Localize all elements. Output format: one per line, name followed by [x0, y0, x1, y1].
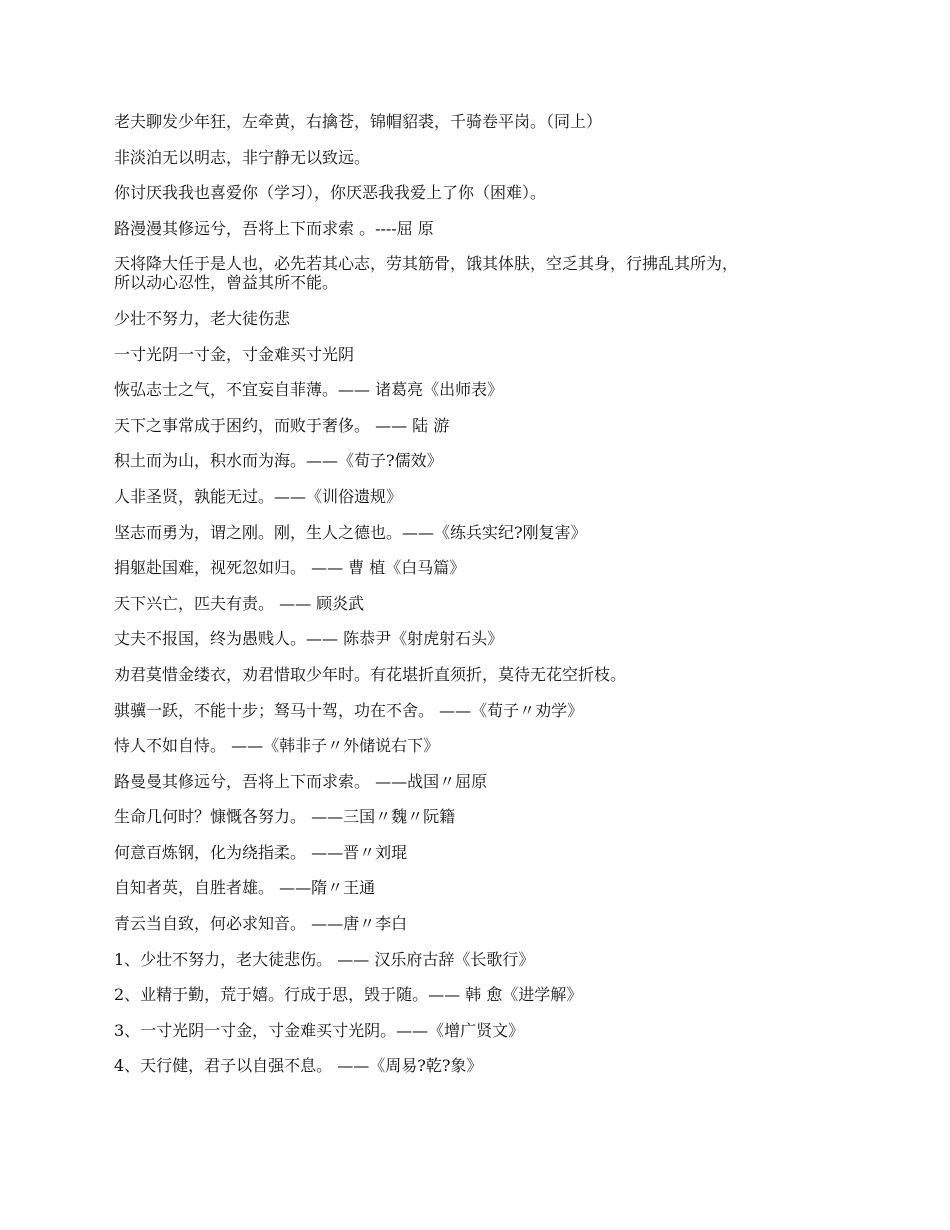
quote-line: 坚志而勇为，谓之刚。刚，生人之德也。——《练兵实纪?刚复害》	[114, 522, 587, 542]
quote-line: 丈夫不报国，终为愚贱人。—— 陈恭尹《射虎射石头》	[114, 629, 504, 649]
quote-line: 少壮不努力，老大徒伤悲	[114, 308, 291, 328]
quote-line: 3、一寸光阴一寸金，寸金难买寸光阴。——《增广贤文》	[114, 1020, 525, 1040]
quote-line: 何意百炼钢，化为绕指柔。 ——晋〃刘琨	[114, 842, 408, 862]
quote-line: 天将降大任于是人也，必先若其心志，劳其筋骨，饿其体肤，空乏其身，行拂乱其所为， 所以动心忍性，曾益其所不能。	[114, 254, 739, 293]
quote-line: 非淡泊无以明志，非宁静无以致远。	[114, 147, 371, 167]
quote-line: 恃人不如自恃。 ——《韩非子〃外储说右下》	[114, 736, 440, 756]
quote-line: 老夫聊发少年狂，左牵黄，右擒苍，锦帽貂裘，千骑卷平岗。（同上）	[114, 112, 603, 131]
quote-line: 天下兴亡，匹夫有责。 —— 顾炎武	[114, 593, 365, 613]
quote-line: 捐躯赴国难，视死忽如归。 —— 曹 植《白马篇》	[114, 558, 466, 578]
quote-list	[114, 112, 844, 1092]
quote-line: 一寸光阴一寸金，寸金难买寸光阴	[114, 344, 355, 364]
quote-line: 生命几何时？慷慨各努力。 ——三国〃魏〃阮籍	[114, 807, 456, 827]
quote-line: 自知者英，自胜者雄。 ——隋〃王通	[114, 878, 376, 898]
quote-line: 人非圣贤，孰能无过。——《训俗遗规》	[114, 486, 403, 506]
quote-line: 路曼曼其修远兮，吾将上下而求索。 ——战国〃屈原	[114, 771, 488, 791]
quote-line: 1、少壮不努力，老大徒悲伤。 —— 汉乐府古辞《长歌行》	[114, 949, 535, 969]
quote-line: 2、业精于勤，荒于嬉。行成于思，毁于随。—— 韩 愈《进学解》	[114, 985, 583, 1005]
quote-line: 4、天行健，君子以自强不息。 ——《周易?乾?象》	[114, 1056, 483, 1076]
quote-line: 天下之事常成于困约，而败于奢侈。 —— 陆 游	[114, 415, 450, 435]
quote-line: 路漫漫其修远兮，吾将上下而求索 。----屈 原	[114, 218, 434, 238]
quote-line: 青云当自致，何必求知音。 ——唐〃李白	[114, 914, 408, 934]
quote-line: 恢弘志士之气，不宜妄自菲薄。—— 诸葛亮《出师表》	[114, 380, 504, 400]
quote-line: 积土而为山，积水而为海。——《荀子?儒效》	[114, 451, 443, 471]
quote-line: 骐骥一跃，不能十步；驽马十驾，功在不舍。 ——《荀子〃劝学》	[114, 700, 584, 720]
quote-line: 你讨厌我我也喜爱你（学习），你厌恶我我爱上了你（困难）。	[114, 183, 547, 203]
quote-line: 劝君莫惜金缕衣，劝君惜取少年时。有花堪折直须折，莫待无花空折枝。	[114, 664, 627, 684]
